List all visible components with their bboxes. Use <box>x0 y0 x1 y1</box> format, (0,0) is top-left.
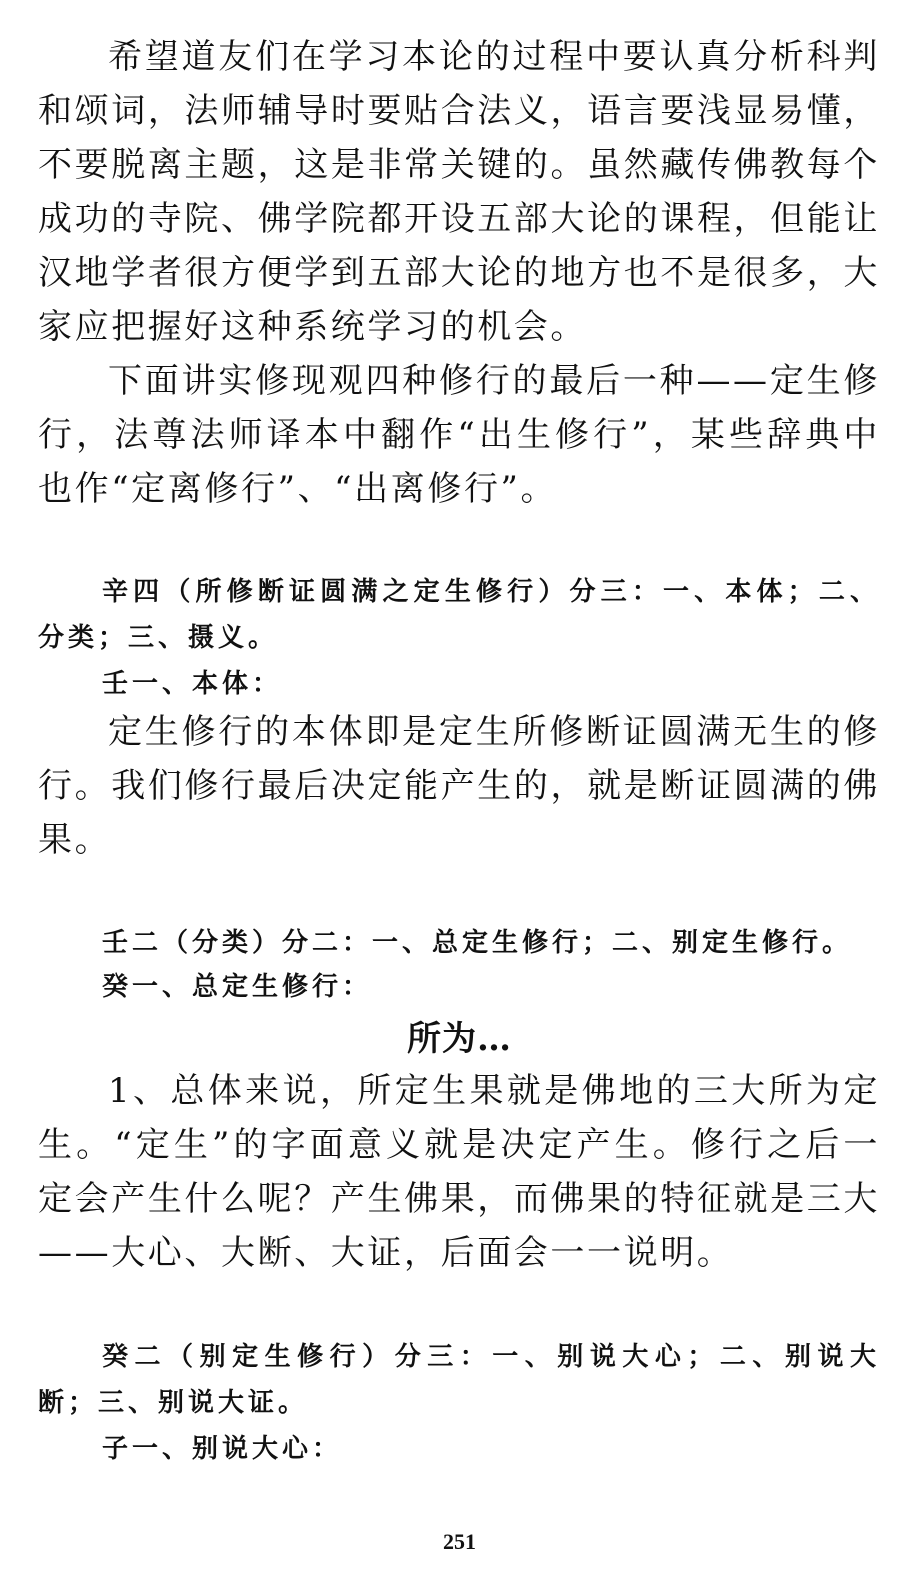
outline-heading-ren1: 壬一、本体： <box>102 669 283 699</box>
outline-heading-ren2: 壬二（分类）分二：一、总定生修行；二、别定生修行。 <box>102 928 853 958</box>
outline-heading-gui2: 癸二（别定生修行）分三：一、别说大心；二、别说大断；三、别说大证。 <box>38 1342 880 1418</box>
outline-heading-gui1: 癸一、总定生修行： <box>102 972 373 1002</box>
paragraph-transition: 下面讲实修现观四种修行的最后一种——定生修行，法尊法师译本中翻作“出生修行”，某些辞典中也作“定离修行”、“出离修行”。 <box>38 361 880 509</box>
outline-heading-xin4: 辛四（所修断证圆满之定生修行）分三：一、本体；二、分类；三、摄义。 <box>38 577 880 653</box>
section-heading: 所为… <box>407 1019 512 1059</box>
paragraph-general: 1、总体来说，所定生果就是佛地的三大所为定生。“定生”的字面意义就是决定产生。修行之后一定会产生什么呢？产生佛果，而佛果的特征就是三大——大心、大断、大证，后面会一一说明。 <box>38 1071 880 1273</box>
page-number: 251 <box>443 1529 476 1554</box>
outline-heading-zi1: 子一、别说大心： <box>102 1434 343 1464</box>
paragraph-intro: 希望道友们在学习本论的过程中要认真分析科判和颂词，法师辅导时要贴合法义，语言要浅显易懂，不要脱离主题，这是非常关键的。虽然藏传佛教每个成功的寺院、佛学院都开设五部大论的课程，但能让汉地学者很方便学到五部大论的地方也不是很多，大家应把握好这种系统学习的机会。 <box>38 37 880 347</box>
paragraph-essence: 定生修行的本体即是定生所修断证圆满无生的修行。我们修行最后决定能产生的，就是断证圆满的佛果。 <box>38 712 880 860</box>
